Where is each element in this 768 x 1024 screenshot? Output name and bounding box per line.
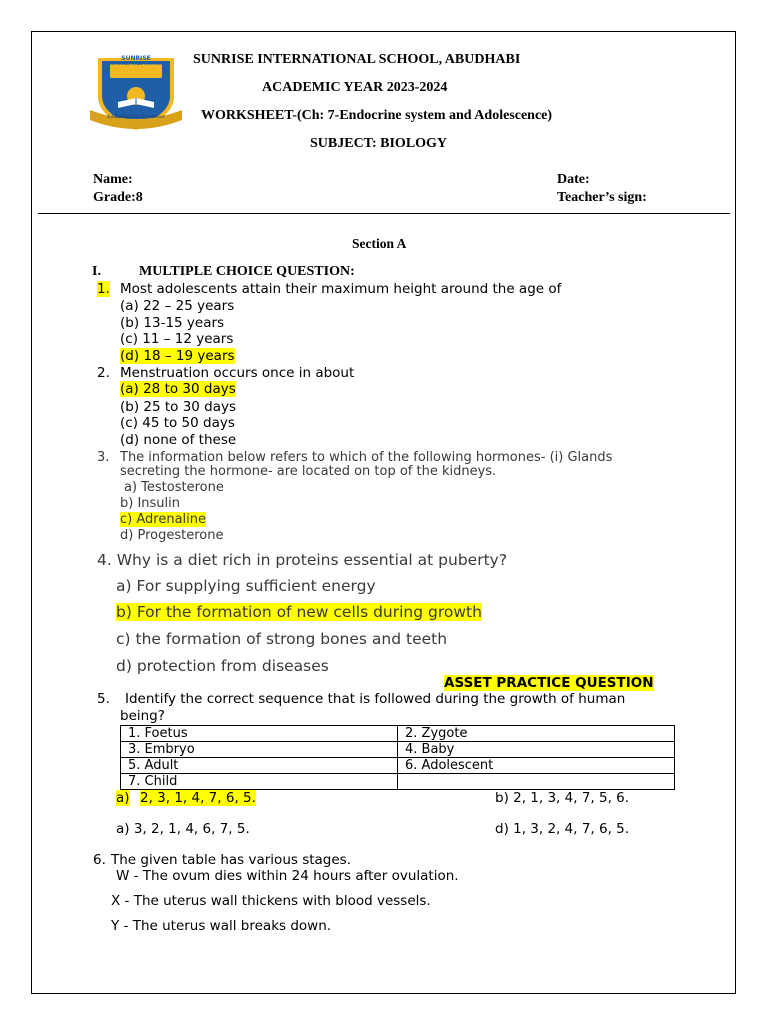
q6-text: The given table has various stages. xyxy=(111,852,352,868)
q4-text: 4. Why is a diet rich in proteins essential at puberty? xyxy=(97,551,508,569)
table-cell: 4. Baby xyxy=(398,742,675,758)
table-cell: 7. Child xyxy=(121,774,398,790)
q4-option-d: d) protection from diseases xyxy=(116,657,329,675)
q2-option-b: (b) 25 to 30 days xyxy=(120,399,237,415)
q5-text-line2: being? xyxy=(120,708,165,724)
growth-stages-table xyxy=(120,725,675,790)
q5-text-line1: Identify the correct sequence that is followed during the growth of human xyxy=(125,691,626,707)
table-cell: 3. Embryo xyxy=(121,742,398,758)
asset-practice-heading: ASSET PRACTICE QUESTION xyxy=(444,675,654,691)
q1-option-a: (a) 22 – 25 years xyxy=(120,298,235,314)
logo-top-text: SUNRISE xyxy=(121,55,151,62)
mcq-number: I. xyxy=(92,264,101,279)
q6-number: 6. xyxy=(93,852,106,868)
mcq-heading: MULTIPLE CHOICE QUESTION: xyxy=(139,264,355,279)
table-row xyxy=(121,758,675,774)
subject: SUBJECT: BIOLOGY xyxy=(310,136,448,151)
table-cell: 5. Adult xyxy=(121,758,398,774)
academic-year: ACADEMIC YEAR 2023-2024 xyxy=(262,80,448,95)
q1-text: Most adolescents attain their maximum height around the age of xyxy=(120,281,562,297)
q3-text-line2: secreting the hormone- are located on top of the kidneys. xyxy=(120,464,497,479)
grade-field: Grade:8 xyxy=(93,190,143,205)
q6-stage-y: Y - The uterus wall breaks down. xyxy=(111,918,332,934)
school-name: SUNRISE INTERNATIONAL SCHOOL, ABUDHABI xyxy=(193,52,521,67)
q2-text: Menstruation occurs once in about xyxy=(120,365,355,381)
q5-option-d: d) 1, 3, 2, 4, 7, 6, 5. xyxy=(495,821,630,837)
q4-option-c: c) the formation of strong bones and teeth xyxy=(116,630,448,648)
q3-text-line1: The information below refers to which of the following hormones- (i) Glands xyxy=(120,450,613,465)
q1-option-c: (c) 11 – 12 years xyxy=(120,331,234,347)
table-cell: 2. Zygote xyxy=(398,726,675,742)
q4-option-b: b) For the formation of new cells during growth xyxy=(116,603,482,621)
q6-stage-x: X - The uterus wall thickens with blood vessels. xyxy=(111,893,431,909)
q5-option-a-label: a) xyxy=(116,790,130,806)
q2-number: 2. xyxy=(97,365,110,381)
q2-option-c: (c) 45 to 50 days xyxy=(120,415,235,431)
q2-option-d: (d) none of these xyxy=(120,432,237,448)
q3-option-c: c) Adrenaline xyxy=(120,512,206,527)
q4-option-a: a) For supplying sufficient energy xyxy=(116,577,376,595)
q5-option-b: b) 2, 1, 3, 4, 7, 5, 6. xyxy=(495,790,630,806)
q5-option-a: 2, 3, 1, 4, 7, 6, 5. xyxy=(140,790,256,806)
q3-option-a: a) Testosterone xyxy=(124,480,224,495)
q5-option-c: a) 3, 2, 1, 4, 6, 7, 5. xyxy=(116,821,250,837)
q3-option-d: d) Progesterone xyxy=(120,528,224,543)
q2-option-a: (a) 28 to 30 days xyxy=(120,381,236,397)
q5-number: 5. xyxy=(97,691,110,707)
q3-number: 3. xyxy=(97,450,110,465)
table-cell: 6. Adolescent xyxy=(398,758,675,774)
logo-sub-text: INTERNATIONAL SCHOOL xyxy=(111,62,161,66)
header-divider xyxy=(38,213,730,214)
q3-option-b: b) Insulin xyxy=(120,496,181,511)
q6-stage-w: W - The ovum dies within 24 hours after ovulation. xyxy=(116,868,459,884)
table-row xyxy=(121,726,675,742)
name-field: Name: xyxy=(93,172,133,187)
table-cell xyxy=(398,774,675,790)
table-row xyxy=(121,742,675,758)
worksheet-title: WORKSHEET-(Ch: 7-Endocrine system and Adolescence) xyxy=(201,108,553,123)
section-title: Section A xyxy=(352,236,407,251)
logo-motto: Educating For Excellence xyxy=(107,114,165,120)
q1-number: 1. xyxy=(97,281,110,297)
teacher-sign-field: Teacher’s sign: xyxy=(557,190,647,205)
q1-option-d: (d) 18 – 19 years xyxy=(120,348,235,364)
table-cell: 1. Foetus xyxy=(121,726,398,742)
q1-option-b: (b) 13-15 years xyxy=(120,315,225,331)
date-field: Date: xyxy=(557,172,590,187)
table-row xyxy=(121,774,675,790)
